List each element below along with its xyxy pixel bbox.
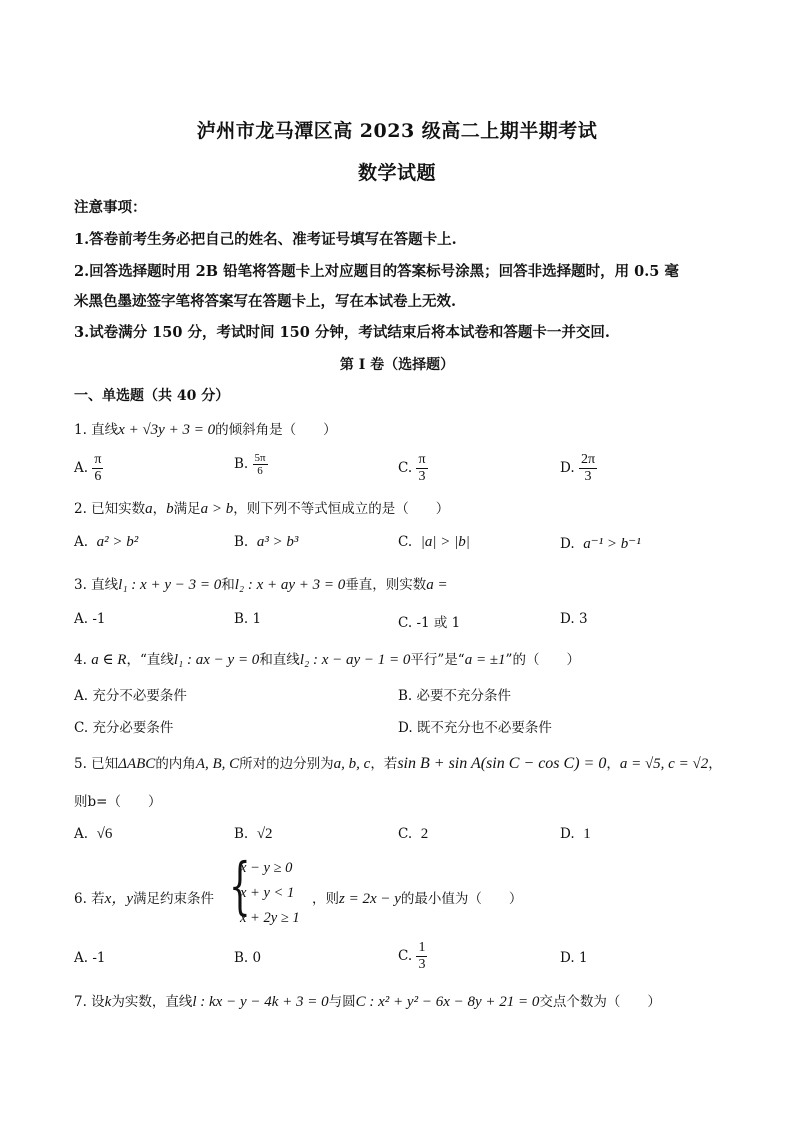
q3-line-2: l₂ : x + ay + 3 = 0 xyxy=(234,577,346,593)
q3-option-c[interactable] xyxy=(398,611,460,631)
option-text: 充分必要条件 xyxy=(92,720,174,736)
q6-option-b[interactable] xyxy=(234,950,261,966)
q4-text: 平行”是“ xyxy=(410,652,465,668)
q3-prefix: 3. 直线 xyxy=(74,577,119,593)
option-text: 1 xyxy=(252,611,262,627)
option-label: D. xyxy=(560,460,575,476)
q5-values: a = √5, c = √2 xyxy=(619,756,709,772)
brace-icon: { xyxy=(229,849,251,922)
q5-text: 的内角 xyxy=(155,756,196,772)
option-text: -1 xyxy=(92,611,106,627)
q5-option-b[interactable] xyxy=(234,826,273,843)
page-subtitle: 数学试题 xyxy=(357,162,436,184)
q1-option-c[interactable] xyxy=(398,452,428,485)
fraction: $\frac{1}{3}$ xyxy=(418,940,426,972)
q4-option-c[interactable] xyxy=(74,716,173,736)
notice-item-2-line-2: 米黑色墨迹签字笔将答案写在答题卡上，写在本试卷上无效. xyxy=(74,293,457,310)
question-4 xyxy=(74,648,580,669)
option-label: A. xyxy=(74,950,89,966)
q7-prefix: 7. 设 xyxy=(74,994,105,1010)
q6-tail xyxy=(312,887,522,908)
option-label: B. xyxy=(234,456,249,472)
q6-objective: z = 2x − y xyxy=(339,891,401,907)
q7-suffix: 交点个数为（ ） xyxy=(539,994,661,1010)
option-label: C. xyxy=(398,826,413,842)
option-text: a³ > b³ xyxy=(256,534,299,550)
option-text: -1 或 1 xyxy=(416,615,461,631)
q2-option-d[interactable] xyxy=(560,534,641,553)
q5-text: ， xyxy=(606,756,620,772)
q1-suffix: 的倾斜角是（ ） xyxy=(215,422,337,438)
question-6 xyxy=(74,887,214,908)
option-text: 既不充分也不必要条件 xyxy=(416,720,552,736)
q4-suffix: ”的（ ） xyxy=(505,652,580,668)
option-label: A. xyxy=(74,534,89,550)
q1-option-d[interactable] xyxy=(560,452,597,485)
fraction: $\frac{2\pi}{3}$ xyxy=(580,452,596,484)
q2-prefix: 2. 已知实数 xyxy=(74,501,146,517)
option-label: A. xyxy=(74,611,89,627)
q1-prefix: 1. 直线 xyxy=(74,422,119,438)
q4-option-b[interactable] xyxy=(398,684,511,704)
q5-option-c[interactable] xyxy=(398,826,428,843)
q5-sides: a, b, c xyxy=(333,756,371,772)
option-label: B. xyxy=(398,688,413,704)
q3-option-a[interactable] xyxy=(74,611,106,627)
q7-text: 为实数，直线 xyxy=(111,994,193,1010)
option-text: 0 xyxy=(252,950,262,966)
q6-suffix: 的最小值为（ ） xyxy=(400,891,523,907)
q5-option-a[interactable] xyxy=(74,826,112,843)
q5-text: 所对的边分别为 xyxy=(239,756,334,772)
q2-suffix: ，则下列不等式恒成立的是（ ） xyxy=(233,501,450,517)
q3-suffix: 垂直，则实数 xyxy=(345,577,427,593)
option-text: 必要不充分条件 xyxy=(416,688,512,704)
q6-constraint-3: x + 2y ≥ 1 xyxy=(240,910,300,926)
q6-constraint-1: x − y ≥ 0 xyxy=(240,860,293,876)
option-text: 3 xyxy=(578,611,588,627)
q4-option-a[interactable] xyxy=(74,684,187,704)
q2-condition: a > b xyxy=(200,501,234,517)
option-label: D. xyxy=(560,611,575,627)
question-5 xyxy=(74,752,722,773)
q6-option-a[interactable] xyxy=(74,950,106,966)
option-label: B. xyxy=(234,611,249,627)
notice-item-2-line-1: 2.回答选择题时用 2B 铅笔将答题卡上对应题目的答案标号涂黑；回答非选择题时，用 0.5 毫 xyxy=(74,263,679,280)
option-label: B. xyxy=(234,826,249,842)
option-label: C. xyxy=(74,720,89,736)
q4-text: 和直线 xyxy=(259,652,300,668)
q5-option-d[interactable] xyxy=(560,826,591,843)
question-7 xyxy=(74,990,661,1011)
q6-text: 满足约束条件 xyxy=(133,891,214,907)
q1-expression: x + √3y + 3 = 0 xyxy=(118,422,216,438)
q4-option-d[interactable] xyxy=(398,716,552,736)
page-title: 泸州市龙马潭区高 2023 级高二上期半期考试 xyxy=(196,120,598,142)
q6-text: ，则 xyxy=(312,891,339,907)
q6-vars: x，y xyxy=(104,891,133,907)
option-label: B. xyxy=(234,534,249,550)
option-text: √6 xyxy=(96,826,113,842)
option-text: √2 xyxy=(256,826,273,842)
section-title: 一、单选题（共 40 分） xyxy=(74,388,230,404)
q1-option-a[interactable] xyxy=(74,452,103,485)
option-text: 1 xyxy=(578,950,588,966)
q3-line-1: l₁ : x + y − 3 = 0 xyxy=(118,577,222,593)
q2-option-a[interactable] xyxy=(74,534,138,551)
q4-condition: a ∈ R xyxy=(91,652,127,668)
q4-line-2: l₂ : x − ay − 1 = 0 xyxy=(299,652,411,668)
question-2 xyxy=(74,497,449,518)
q4-prefix: 4. xyxy=(74,652,87,668)
q4-text: ，“直线 xyxy=(126,652,174,668)
option-label: C. xyxy=(398,615,413,631)
option-text: 1 xyxy=(583,826,591,842)
q4-line-1: l₁ : ax − y = 0 xyxy=(173,652,260,668)
q5-text: ，若 xyxy=(370,756,398,772)
option-label: A. xyxy=(74,826,89,842)
option-text: a² > b² xyxy=(96,534,139,550)
option-text: 充分不必要条件 xyxy=(92,688,187,704)
q6-option-d[interactable] xyxy=(560,950,588,966)
option-text: 2 xyxy=(420,826,429,842)
option-text: a⁻¹ > b⁻¹ xyxy=(583,536,641,552)
q7-line: l : kx − y − 4k + 3 = 0 xyxy=(192,994,329,1010)
fraction: $\frac{\pi}{3}$ xyxy=(418,452,426,484)
q2-text: 满足 xyxy=(173,501,201,517)
option-label: A. xyxy=(74,688,89,704)
option-text: -1 xyxy=(92,950,106,966)
q2-option-c[interactable] xyxy=(398,534,470,551)
q6-constraint-2: x + y < 1 xyxy=(240,885,295,901)
part-title: 第 I 卷（选择题） xyxy=(339,357,455,373)
fraction: $\frac{5\pi}{6}$ xyxy=(254,452,266,477)
notice-item-3: 3.试卷满分 150 分，考试时间 150 分钟，考试结束后将本试卷和答题卡一并交回. xyxy=(74,324,610,341)
q3-option-b[interactable] xyxy=(234,611,261,627)
q3-option-d[interactable] xyxy=(560,611,588,627)
fraction: $\frac{\pi}{6}$ xyxy=(94,452,102,484)
q6-prefix: 6. 若 xyxy=(74,891,105,907)
q2-option-b[interactable] xyxy=(234,534,298,551)
q1-option-b[interactable] xyxy=(234,452,268,477)
q6-option-c[interactable] xyxy=(398,940,427,973)
option-text: |a| > |b| xyxy=(420,534,470,550)
q4-equation: a = ±1 xyxy=(464,652,506,668)
option-label: B. xyxy=(234,950,249,966)
option-label: C. xyxy=(398,948,413,964)
option-label: C. xyxy=(398,534,413,550)
q3-tail: a = xyxy=(426,577,448,593)
q7-circle: C : x² + y² − 6x − 8y + 21 = 0 xyxy=(355,994,540,1010)
q5-angles: A, B, C xyxy=(195,756,240,772)
option-label: D. xyxy=(560,826,575,842)
q7-var-k: k xyxy=(104,994,112,1010)
option-label: D. xyxy=(560,950,575,966)
notice-item-1: 1.答卷前考生务必把自己的姓名、准考证号填写在答题卡上. xyxy=(74,231,457,248)
option-label: C. xyxy=(398,460,413,476)
q5-prefix: 5. 已知 xyxy=(74,756,119,772)
q2-var-a: a xyxy=(145,501,153,517)
option-label: D. xyxy=(398,720,413,736)
q2-sep: ， xyxy=(152,501,167,517)
q5-text: ， xyxy=(708,756,722,772)
q5-equation: sin B + sin A(sin C − cos C) = 0 xyxy=(397,755,607,772)
question-3 xyxy=(74,573,448,594)
option-label: A. xyxy=(74,460,89,476)
q3-text: 和 xyxy=(221,577,235,593)
q2-var-b: b xyxy=(166,501,174,517)
option-label: D. xyxy=(560,536,575,552)
q5-line-2: 则b=（ ） xyxy=(74,794,162,810)
q5-triangle: ΔABC xyxy=(118,756,156,772)
question-1 xyxy=(74,418,337,439)
q7-text: 与圆 xyxy=(328,994,356,1010)
notice-heading: 注意事项： xyxy=(74,199,147,216)
